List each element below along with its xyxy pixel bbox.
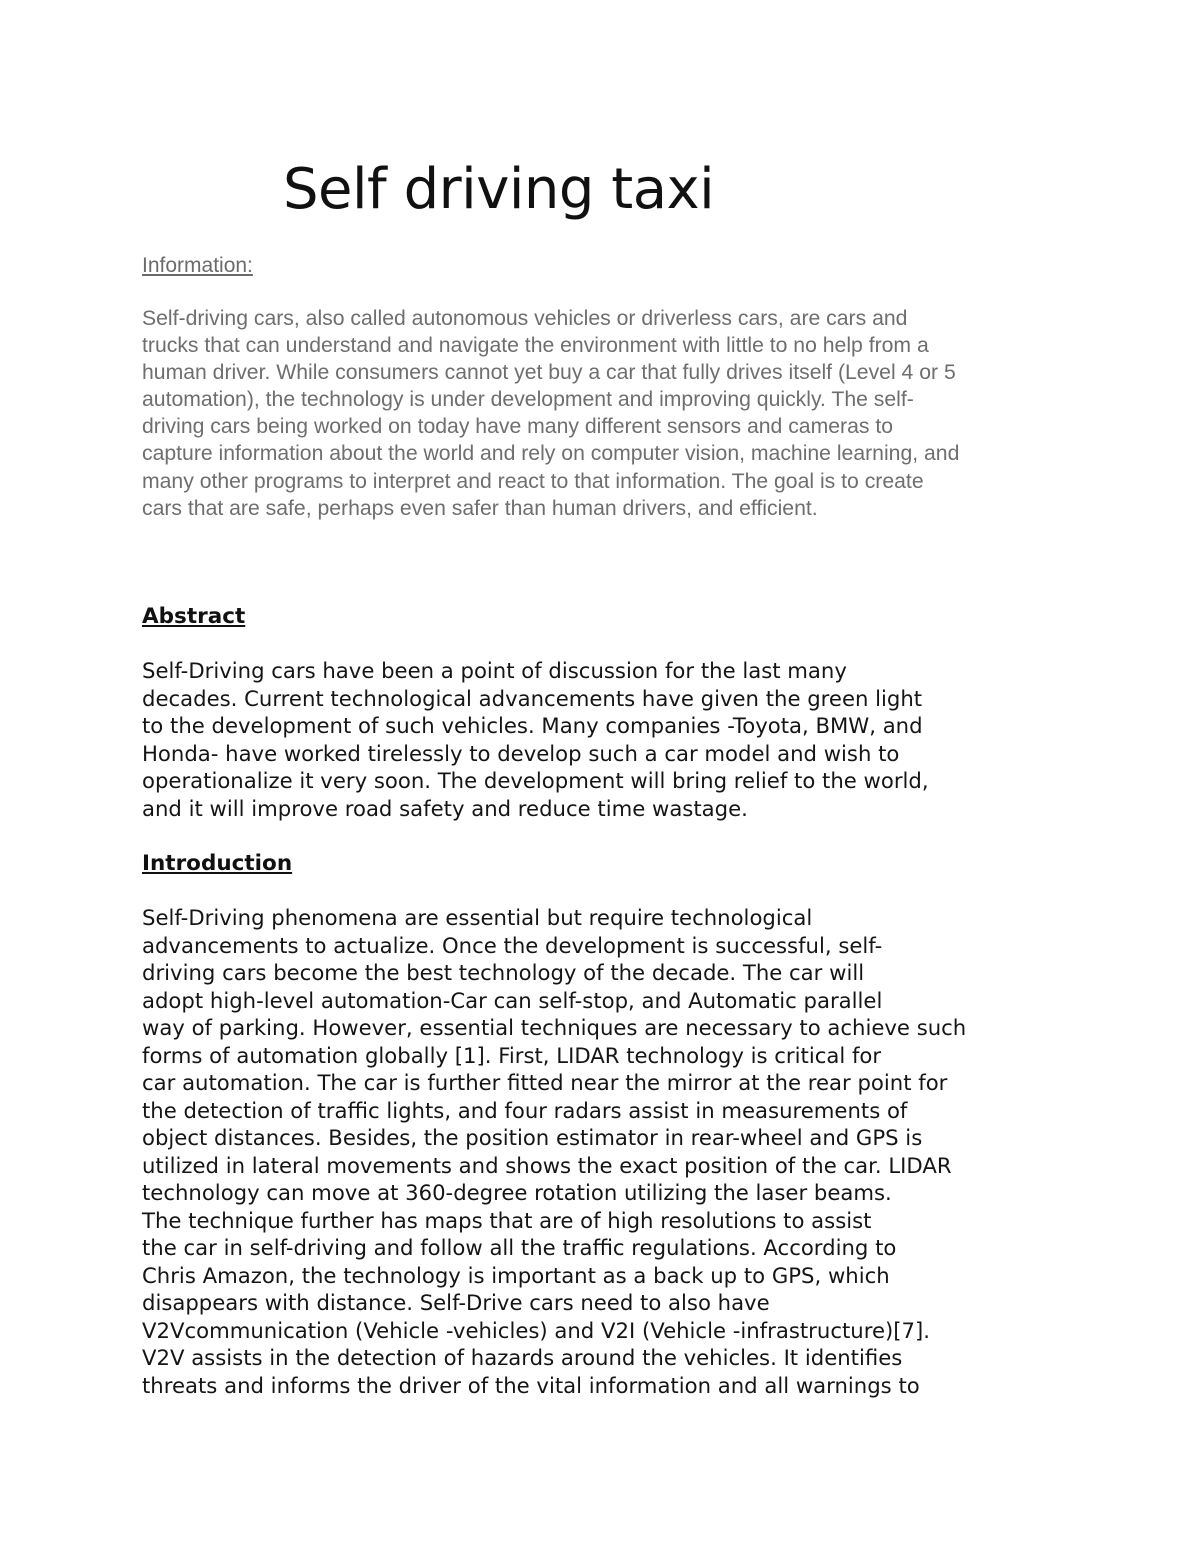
information-line: cars that are safe, perhaps even safer than human drivers, and efficient. <box>142 496 818 520</box>
abstract-line: Honda- have worked tirelessly to develop such a car model and wish to <box>142 740 900 766</box>
abstract-heading: Abstract <box>142 604 246 629</box>
information-heading: Information: <box>142 254 253 277</box>
abstract-line: operationalize it very soon. The development will bring relief to the world, <box>142 768 929 793</box>
abstract-line: decades. Current technological advancements have given the green light <box>142 685 923 711</box>
introduction-line: the car in self-driving and follow all the traffic regulations. According to <box>142 1235 897 1260</box>
abstract-line: Self-Driving cars have been a point of discussion for the last many <box>142 658 847 683</box>
information-line: automation), the technology is under development and improving quickly. The self- <box>142 388 914 412</box>
abstract-paragraph <box>142 657 1072 822</box>
information-line: Self-driving cars, also called autonomous vehicles or driverless cars, are cars and <box>142 307 908 330</box>
introduction-line: advancements to actualize. Once the development is successful, self- <box>142 932 883 958</box>
introduction-line: Chris Amazon, the technology is important as a back up to GPS, which <box>142 1262 890 1288</box>
introduction-heading: Introduction <box>142 851 293 876</box>
introduction-line: car automation. The car is further fitted near the mirror at the rear point for <box>142 1070 948 1095</box>
introduction-line: driving cars become the best technology of the decade. The car will <box>142 960 865 985</box>
information-line: many other programs to interpret and react to that information. The goal is to create <box>142 469 924 493</box>
abstract-line: to the development of such vehicles. Many companies -Toyota, BMW, and <box>142 713 923 738</box>
introduction-line: V2Vcommunication (Vehicle -vehicles) and V2I (Vehicle -infrastructure)[7]. <box>142 1317 931 1343</box>
introduction-line: adopt high-level automation-Car can self-stop, and Automatic parallel <box>142 987 883 1013</box>
introduction-line: the detection of traffic lights, and four radars assist in measurements of <box>142 1097 908 1123</box>
introduction-line: technology can move at 360-degree rotation utilizing the laser beams. <box>142 1180 892 1205</box>
introduction-line: V2V assists in the detection of hazards around the vehicles. It identifies <box>142 1345 903 1370</box>
introduction-line: way of parking. However, essential techniques are necessary to achieve such <box>142 1015 967 1040</box>
introduction-line: Self-Driving phenomena are essential but require technological <box>142 905 813 930</box>
information-line: trucks that can understand and navigate the environment with little to no help from a <box>142 334 929 358</box>
information-line: driving cars being worked on today have many different sensors and cameras to <box>142 415 893 439</box>
introduction-line: disappears with distance. Self-Drive cars need to also have <box>142 1290 770 1315</box>
introduction-line: forms of automation globally [1]. First, LIDAR technology is critical for <box>142 1042 882 1068</box>
introduction-line: object distances. Besides, the position estimator in rear-wheel and GPS is <box>142 1125 923 1150</box>
information-line: human driver. While consumers cannot yet buy a car that fully drives itself (Level 4 or 5 <box>142 361 956 385</box>
introduction-line: The technique further has maps that are of high resolutions to assist <box>142 1207 872 1233</box>
information-paragraph <box>142 305 1052 522</box>
information-line: capture information about the world and rely on computer vision, machine learning, and <box>142 442 960 466</box>
introduction-line: threats and informs the driver of the vital information and all warnings to <box>142 1372 920 1398</box>
introduction-line: utilized in lateral movements and shows the exact position of the car. LIDAR <box>142 1152 952 1178</box>
abstract-line: and it will improve road safety and reduce time wastage. <box>142 795 748 821</box>
introduction-paragraph <box>142 904 1072 1399</box>
document-title: Self driving taxi <box>283 157 715 222</box>
